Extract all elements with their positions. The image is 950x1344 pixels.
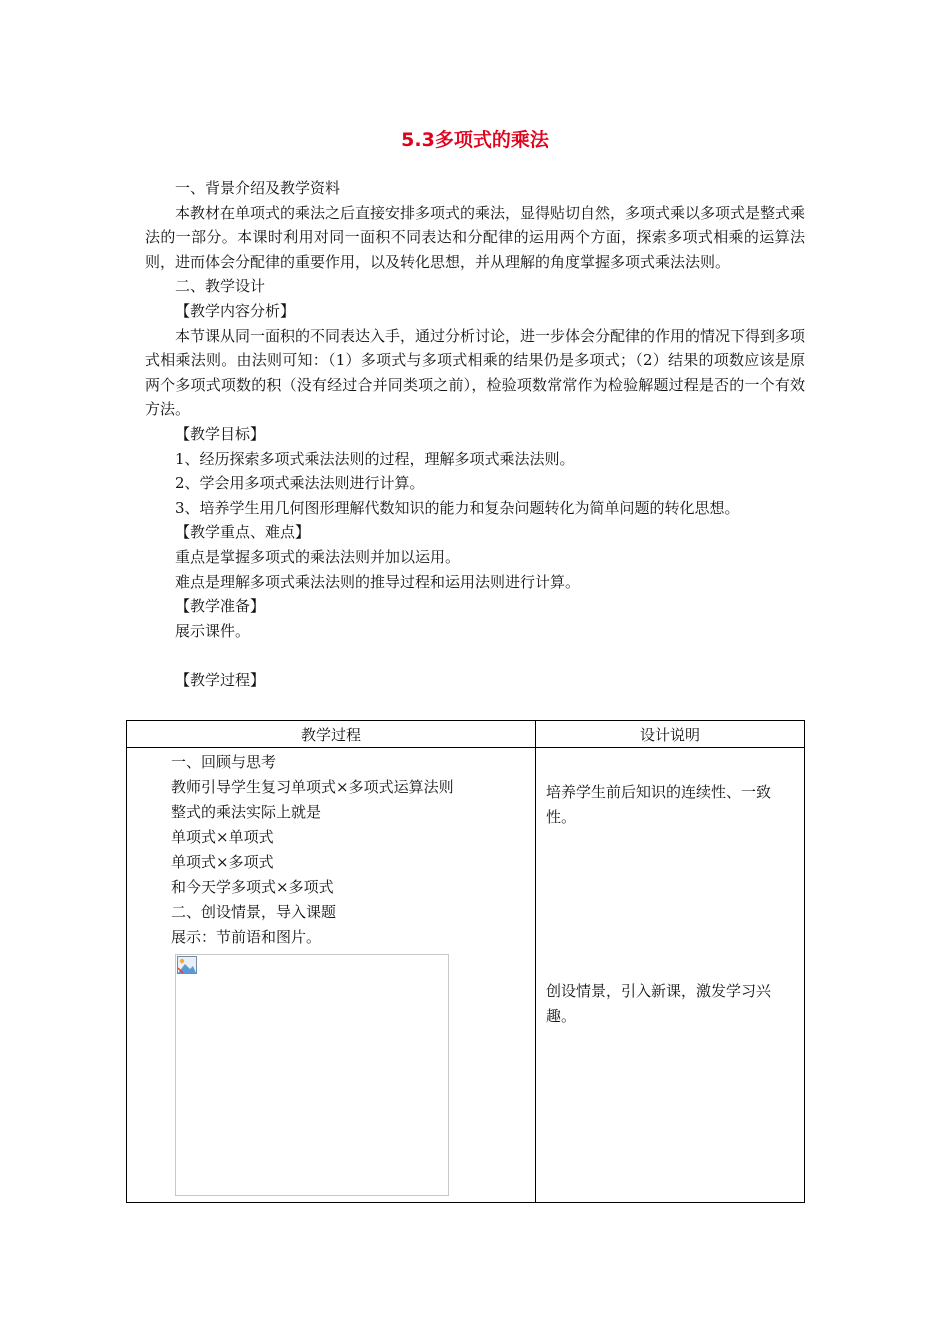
section-1-paragraph: 本教材在单项式的乘法之后直接安排多项式的乘法，显得贴切自然，多项式乘以多项式是整式乘法的一部分。本课时利用对同一面积不同表达和分配律的运用两个方面，探索多项式相乘的运算法则，进而体会分配律的重要作用，以及转化思想，并从理解的角度掌握多项式乘法法则。 [145, 203, 806, 271]
process-line: 二、创设情景，导入课题 [171, 903, 337, 921]
goal-item-1: 1、经历探索多项式乘法法则的过程，理解多项式乘法法则。 [175, 449, 575, 468]
design-note-2: 创设情景，引入新课，激发学习兴趣。 [546, 982, 772, 1025]
process-line: 单项式×单项式 [171, 828, 274, 846]
goal-item-2: 2、学会用多项式乘法法则进行计算。 [175, 474, 425, 493]
process-line: 整式的乘法实际上就是 [171, 803, 322, 821]
notes-cell [536, 748, 805, 1203]
table-row [127, 748, 805, 1203]
section-2-heading: 二、教学设计 [175, 277, 266, 296]
document-title: 5.3多项式的乘法 [401, 129, 549, 151]
key-points-heading: 【教学重点、难点】 [175, 523, 311, 542]
process-line: 展示：节前语和图片。 [171, 928, 322, 946]
difficult-point-text: 难点是理解多项式乘法法则的推导过程和运用法则进行计算。 [175, 572, 581, 591]
table-header-row [127, 721, 805, 748]
process-line: 教师引导学生复习单项式×多项式运算法则 [171, 778, 454, 796]
content-analysis-heading: 【教学内容分析】 [175, 301, 296, 320]
preparation-heading: 【教学准备】 [175, 597, 266, 616]
blank-line [145, 643, 805, 668]
key-point-text: 重点是掌握多项式的乘法法则并加以运用。 [175, 547, 461, 566]
image-placeholder [175, 954, 449, 1196]
header-design-notes: 设计说明 [536, 721, 805, 748]
lesson-process-table [126, 720, 805, 1203]
document-body [145, 176, 805, 692]
design-note-1: 培养学生前后知识的连续性、一致性。 [546, 783, 772, 826]
goals-heading: 【教学目标】 [175, 424, 266, 443]
goal-item-3: 3、培养学生用几何图形理解代数知识的能力和复杂问题转化为简单问题的转化思想。 [175, 498, 740, 517]
process-heading: 【教学过程】 [175, 670, 266, 689]
process-cell [127, 748, 536, 1203]
process-line: 一、回顾与思考 [171, 753, 277, 771]
preparation-text: 展示课件。 [175, 621, 251, 640]
process-line: 和今天学多项式×多项式 [171, 878, 334, 896]
process-lines [171, 750, 454, 950]
process-line: 单项式×多项式 [171, 853, 274, 871]
content-analysis-paragraph: 本节课从同一面积的不同表达入手，通过分析讨论，进一步体会分配律的作用的情况下得到多项式相乘法则。由法则可知：（1）多项式与多项式相乘的结果仍是多项式；（2）结果的项数应该是原两个多项式项数的积（没有经过合并同类项之前），检验项数常常作为检验解题过程是否的一个有效方法。 [145, 326, 806, 419]
broken-image-icon [177, 956, 197, 974]
header-teaching-process: 教学过程 [127, 721, 536, 748]
section-1-heading: 一、背景介绍及教学资料 [175, 179, 341, 197]
